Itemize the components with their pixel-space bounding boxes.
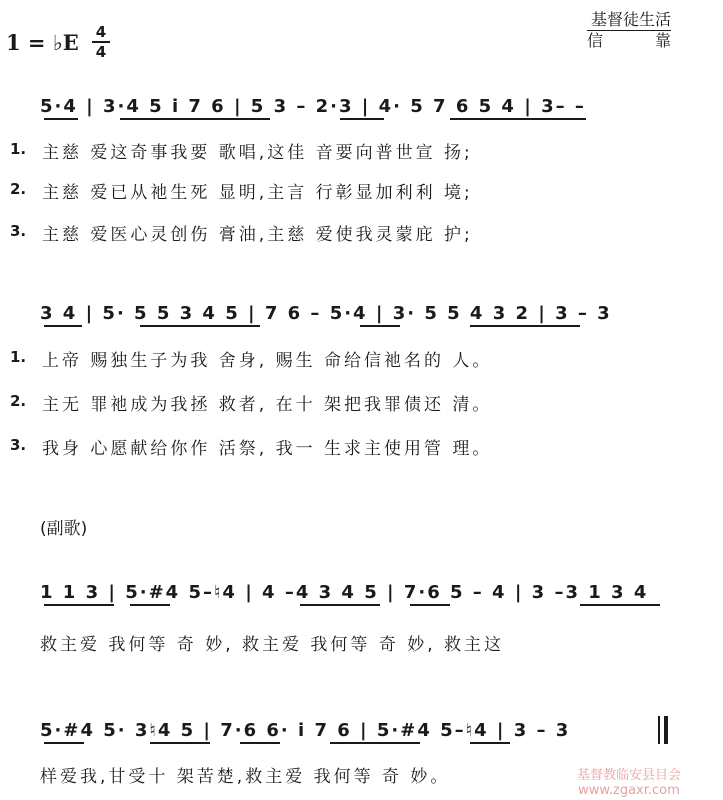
chorus-lyrics-2: 样爱我,甘受十 架苦楚,救主爱 我何等 奇 妙。 <box>40 767 451 787</box>
verse-number: 2. <box>10 180 27 198</box>
verse-lyrics: 主慈 爱已从祂生死 显明,主言 行彰显加利利 境; <box>42 183 473 203</box>
verse-number: 2. <box>10 392 27 410</box>
underline <box>470 742 510 744</box>
credit-source: 基督徒生活 <box>587 10 671 31</box>
time-signature <box>92 24 110 60</box>
underline <box>44 742 84 744</box>
verse-number: 1. <box>10 140 27 158</box>
verse-lyrics: 主慈 爱医心灵创伤 膏油,主慈 爱使我灵蒙庇 护; <box>42 225 473 245</box>
chorus-lyrics-1: 救主爱 我何等 奇 妙, 救主爱 我何等 奇 妙, 救主这 <box>40 635 505 655</box>
verse-number: 3. <box>10 436 27 454</box>
verse-lyrics: 主慈 爱这奇事我要 歌唱,这佳 音要向普世宣 扬; <box>42 143 473 163</box>
underline <box>130 604 170 606</box>
underline <box>44 604 114 606</box>
underline <box>44 118 78 120</box>
underline <box>340 118 384 120</box>
time-signature-bottom: 4 <box>95 43 107 61</box>
underline <box>470 325 580 327</box>
verse-lyrics: 我身 心愿献给你作 活祭, 我一 生求主使用管 理。 <box>42 439 493 459</box>
underline <box>240 742 280 744</box>
underline <box>44 325 82 327</box>
verse-lyrics: 主无 罪祂成为我拯 救者, 在十 架把我罪债还 清。 <box>42 395 493 415</box>
notation-line-1: 5·4 | 3·4 5 i 7 6 | 5 3 – 2·3 | 4· 5 7 6 5 4 | 3– – <box>40 96 586 117</box>
chorus-label: (副歌) <box>40 519 88 539</box>
key-signature: 1 = ♭E <box>6 30 79 55</box>
underline <box>120 118 270 120</box>
underline <box>300 604 380 606</box>
notation-line-4: 5·#4 5· 3♮4 5 | 7·6 6· i 7 6 | 5·#4 5–♮4 | 3 – 3 <box>40 720 571 741</box>
underline <box>360 325 400 327</box>
time-signature-top: 4 <box>95 23 107 41</box>
underline <box>410 604 450 606</box>
underline <box>450 118 586 120</box>
credit-title: 信靠 <box>586 31 723 50</box>
underline <box>140 325 260 327</box>
notation-line-2: 3 4 | 5· 5 5 3 4 5 | 7 6 – 5·4 | 3· 5 5 4 3 2 | 3 – 3 <box>40 303 612 324</box>
notation-line-3: 1 1 3 | 5·#4 5–♮4 | 4 –4 3 4 5 | 7·6 5 – 4 | 3 –3 1 3 4 <box>40 582 649 603</box>
underline <box>330 742 420 744</box>
watermark <box>577 768 681 798</box>
final-barline-thin <box>658 716 660 744</box>
underline <box>580 604 660 606</box>
verse-number: 1. <box>10 348 27 366</box>
verse-lyrics: 上帝 赐独生子为我 舍身, 赐生 命给信祂名的 人。 <box>42 351 493 371</box>
watermark-name: 基督教临安县目会 <box>576 768 681 783</box>
underline <box>150 742 210 744</box>
final-barline-thick <box>664 716 668 744</box>
verse-number: 3. <box>10 222 27 240</box>
song-credit <box>586 10 723 50</box>
watermark-url: www.zgaxr.com <box>578 783 680 798</box>
